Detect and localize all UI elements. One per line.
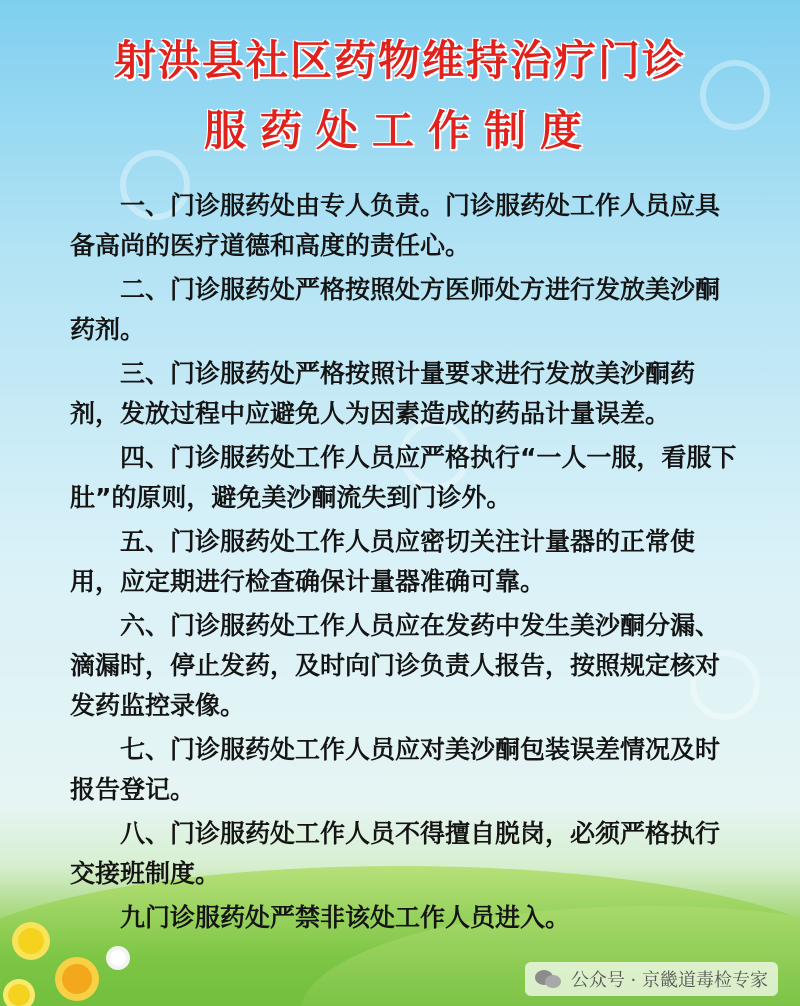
flower-icon xyxy=(62,964,92,994)
rule-item: 七、门诊服药处工作人员应对美沙酮包装误差情况及时报告登记。 xyxy=(70,735,721,804)
rule-item: 四、门诊服药处工作人员应严格执行“一人一服，看服下肚”的原则，避免美沙酮流失到门诊外。 xyxy=(70,443,737,512)
rules-list xyxy=(70,186,740,942)
wechat-icon xyxy=(535,968,563,990)
rule-item: 五、门诊服药处工作人员应密切关注计量器的正常使用，应定期进行检查确保计量器准确可靠。 xyxy=(70,527,696,596)
page-title: 射洪县社区药物维持治疗门诊 xyxy=(113,36,686,85)
flower-icon xyxy=(110,950,126,966)
rule-item: 六、门诊服药处工作人员应在发药中发生美沙酮分漏、滴漏时，停止发药，及时向门诊负责人报告，按照规定核对发药监控录像。 xyxy=(70,611,721,720)
rule-item: 三、门诊服药处严格按照计量要求进行发放美沙酮药剂，发放过程中应避免人为因素造成的药品计量误差。 xyxy=(70,359,696,428)
page-subtitle: 服药处工作制度 xyxy=(203,106,596,155)
flower-icon xyxy=(8,984,30,1006)
rule-item: 九门诊服药处严禁非该处工作人员进入。 xyxy=(120,903,571,932)
rule-item: 二、门诊服药处严格按照处方医师处方进行发放美沙酮药剂。 xyxy=(70,275,721,344)
footer-watermark xyxy=(525,962,778,996)
rule-item: 一、门诊服药处由专人负责。门诊服药处工作人员应具备高尚的医疗道德和高度的责任心。 xyxy=(70,191,721,260)
flower-icon xyxy=(18,928,44,954)
footer-text: 公众号 · 京畿道毒检专家 xyxy=(570,970,768,991)
rule-item: 八、门诊服药处工作人员不得擅自脱岗，必须严格执行交接班制度。 xyxy=(70,819,721,888)
